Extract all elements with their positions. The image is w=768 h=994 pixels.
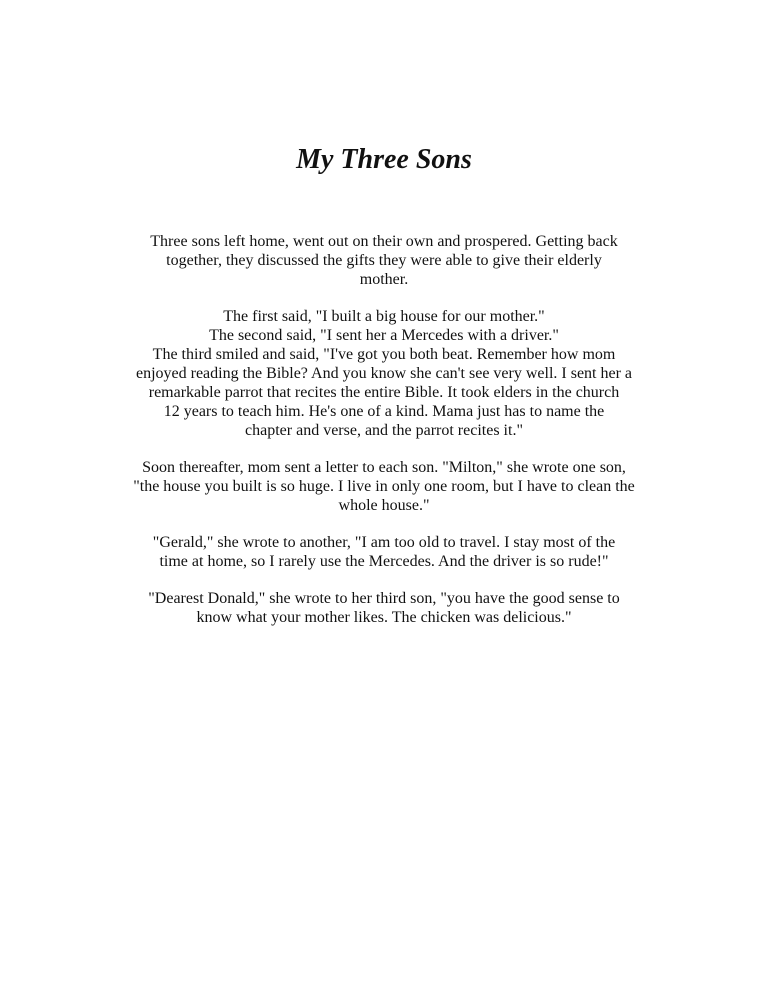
document-body: [110, 232, 658, 645]
text-line: "Dearest Donald," she wrote to her third son, "you have the good sense to: [148, 590, 620, 607]
document-title: My Three Sons: [296, 144, 472, 175]
paragraph-intro: [110, 232, 658, 289]
text-line: Soon thereafter, mom sent a letter to each son. "Milton," she wrote one son,: [142, 459, 626, 476]
text-line: The third smiled and said, "I've got you both beat. Remember how mom: [152, 346, 616, 363]
paragraph-milton: [110, 458, 658, 515]
text-line: "Gerald," she wrote to another, "I am too old to travel. I stay most of the: [152, 534, 616, 551]
paragraph-gifts: [110, 307, 658, 440]
text-line: The second said, "I sent her a Mercedes with a driver.": [209, 327, 559, 344]
text-line: whole house.": [338, 497, 430, 514]
text-line: Three sons left home, went out on their own and prospered. Getting back: [150, 233, 618, 250]
text-line: chapter and verse, and the parrot recites it.": [245, 422, 523, 439]
text-line: know what your mother likes. The chicken was delicious.": [196, 609, 572, 626]
text-line: remarkable parrot that recites the entire Bible. It took elders in the church: [148, 384, 620, 401]
paragraph-gerald: [110, 533, 658, 571]
paragraph-donald: [110, 589, 658, 627]
text-line: "the house you built is so huge. I live in only one room, but I have to clean the: [133, 478, 635, 495]
text-line: mother.: [359, 271, 409, 288]
text-line: 12 years to teach him. He's one of a kind. Mama just has to name the: [163, 403, 605, 420]
text-line: together, they discussed the gifts they were able to give their elderly: [166, 252, 602, 269]
text-line: enjoyed reading the Bible? And you know she can't see very well. I sent her a: [135, 365, 633, 382]
text-line: time at home, so I rarely use the Mercedes. And the driver is so rude!": [159, 553, 609, 570]
text-line: The first said, "I built a big house for our mother.": [223, 308, 545, 325]
